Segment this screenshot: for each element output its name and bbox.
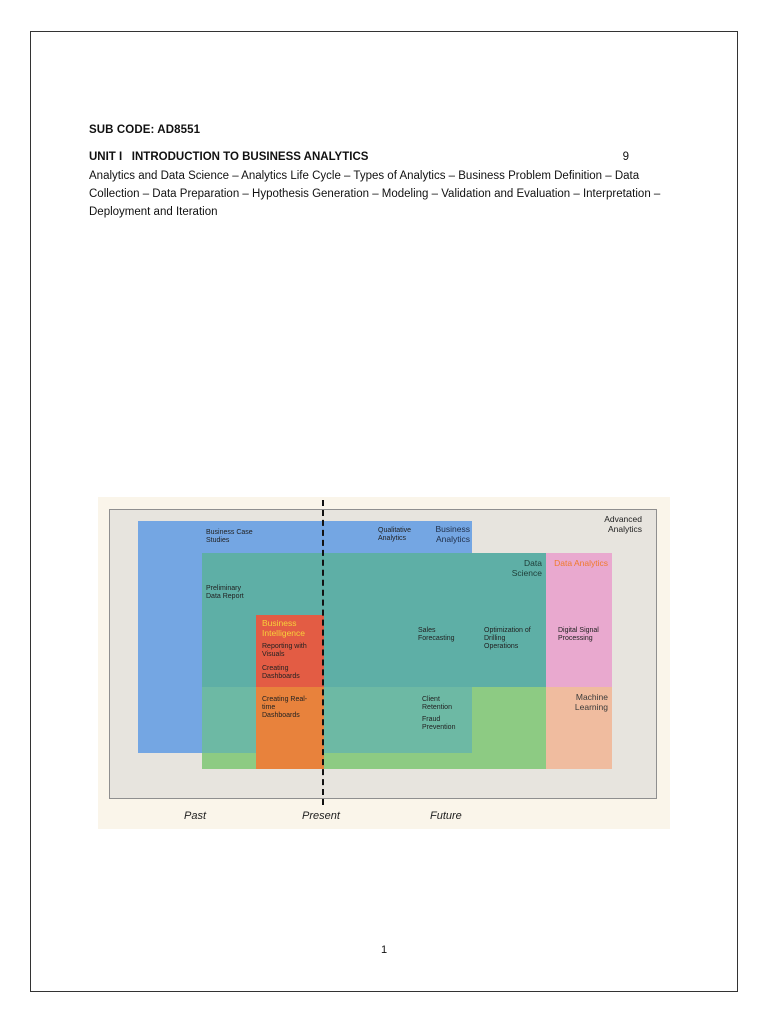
document-body bbox=[89, 124, 669, 221]
page-number: 1 bbox=[380, 944, 388, 956]
client-retention-label: Client Retention bbox=[422, 696, 452, 711]
reporting-with-visuals-label: Reporting with Visuals bbox=[262, 643, 307, 658]
preliminary-data-report-label: Preliminary Data Report bbox=[206, 585, 244, 600]
sales-forecasting-label: Sales Forecasting bbox=[418, 627, 455, 642]
data-science-region bbox=[202, 553, 546, 687]
fraud-prevention-label: Fraud Prevention bbox=[422, 716, 456, 731]
optimization-drilling-label: Optimization of Drilling Operations bbox=[484, 627, 531, 650]
data-science-title: Data Science bbox=[511, 558, 542, 578]
business-analytics-title: Business Analytics bbox=[435, 524, 470, 544]
timeline-present: Present bbox=[302, 810, 340, 822]
timeline-past: Past bbox=[184, 810, 207, 822]
creating-realtime-dashboards-label: Creating Real-time Dashboards bbox=[262, 696, 308, 719]
data-analytics-region bbox=[546, 553, 612, 687]
unit-heading bbox=[89, 151, 669, 166]
machine-learning-title: Machine Learning bbox=[574, 692, 608, 712]
unit-description: Analytics and Data Science – Analytics Life Cycle – Types of Analytics – Business Problem Definition – Data Collection – Data Preparation – Hypothesis Generation – Modeling – Validation and Evaluation – Interpretation – Deployment and Iteration bbox=[89, 170, 661, 218]
business-intelligence-title: Business Intelligence bbox=[262, 618, 306, 638]
unit-hours: 9 bbox=[622, 151, 629, 163]
unit-title: UNIT I INTRODUCTION TO BUSINESS ANALYTICS bbox=[89, 151, 369, 163]
creating-dashboards-label: Creating Dashboards bbox=[262, 665, 300, 680]
advanced-analytics-title: Advanced Analytics bbox=[604, 514, 642, 534]
present-divider-line bbox=[322, 500, 324, 805]
data-analytics-title: Data Analytics bbox=[554, 558, 608, 568]
sub-code: SUB CODE: AD8551 bbox=[89, 124, 201, 136]
digital-signal-processing-label: Digital Signal Processing bbox=[558, 627, 599, 642]
qualitative-analytics-label: Qualitative Analytics bbox=[378, 527, 412, 542]
timeline-future: Future bbox=[430, 810, 462, 822]
business-case-studies-label: Business Case Studies bbox=[206, 529, 253, 544]
analytics-timeline-figure bbox=[98, 497, 670, 829]
